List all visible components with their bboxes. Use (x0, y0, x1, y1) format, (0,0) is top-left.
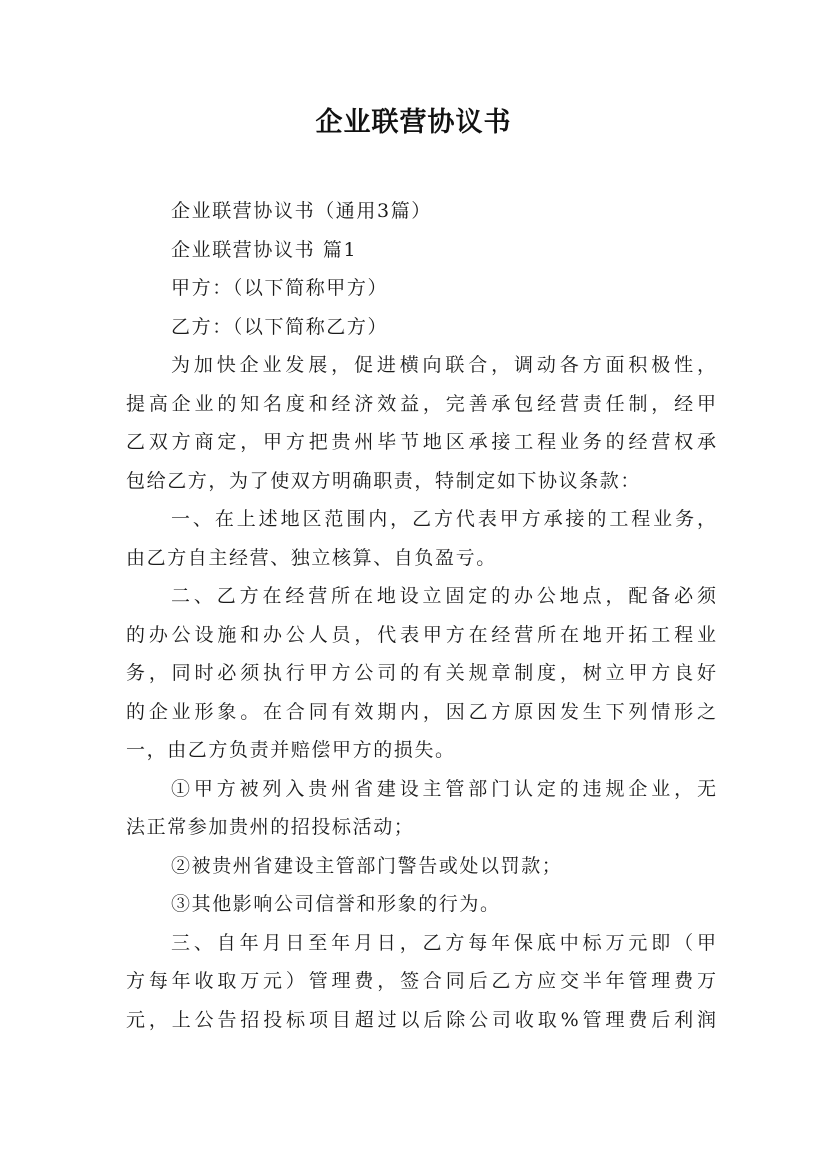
paragraph-line: 一、在上述地区范围内，乙方代表甲方承接的工程业务， (171, 508, 716, 530)
paragraph-line: 甲方：（以下简称甲方） (171, 277, 389, 299)
paragraph-line: 二、乙方在经营所在地设立固定的办公地点，配备必须 (171, 585, 716, 607)
paragraph-line: 法正常参加贵州的招投标活动； (126, 816, 415, 838)
paragraph-line: 一，由乙方负责并赔偿甲方的损失。 (126, 739, 456, 761)
paragraph-line: 乙方：（以下简称乙方） (171, 315, 389, 338)
document-body (126, 192, 716, 1039)
paragraph-line: ①甲方被列入贵州省建设主管部门认定的违规企业，无 (171, 777, 716, 800)
paragraph-line: ③其他影响公司信誉和形象的行为。 (171, 893, 501, 915)
paragraph-line: 为加快企业发展，促进横向联合，调动各方面积极性， (171, 354, 716, 376)
paragraph-line: 的办公设施和办公人员，代表甲方在经营所在地开拓工程业 (126, 623, 716, 646)
paragraph-line: 元，上公告招投标项目超过以后除公司收取%管理费后利润 (126, 1008, 716, 1031)
paragraph-line: 三、自年月日至年月日，乙方每年保底中标万元即（甲 (171, 931, 716, 954)
paragraph-line: 企业联营协议书 篇1 (171, 238, 358, 261)
paragraph-line: ②被贵州省建设主管部门警告或处以罚款； (171, 854, 563, 877)
paragraph-line: 由乙方自主经营、独立核算、自负盈亏。 (126, 546, 497, 569)
paragraph-line: 提高企业的知名度和经济效益，完善承包经营责任制，经甲 (126, 392, 716, 415)
paragraph-line: 乙双方商定，甲方把贵州毕节地区承接工程业务的经营权承 (126, 431, 716, 453)
paragraph-line: 的企业形象。在合同有效期内，因乙方原因发生下列情形之 (126, 700, 716, 723)
document-title: 企业联营协议书 (315, 107, 512, 138)
paragraph-line: 方每年收取万元）管理费，签合同后乙方应交半年管理费万 (126, 970, 716, 992)
paragraph-line: 务，同时必须执行甲方公司的有关规章制度，树立甲方良好 (126, 662, 716, 684)
paragraph-line: 企业联营协议书（通用3篇） (171, 200, 432, 222)
paragraph-line: 包给乙方，为了使双方明确职责，特制定如下协议条款： (126, 469, 642, 492)
